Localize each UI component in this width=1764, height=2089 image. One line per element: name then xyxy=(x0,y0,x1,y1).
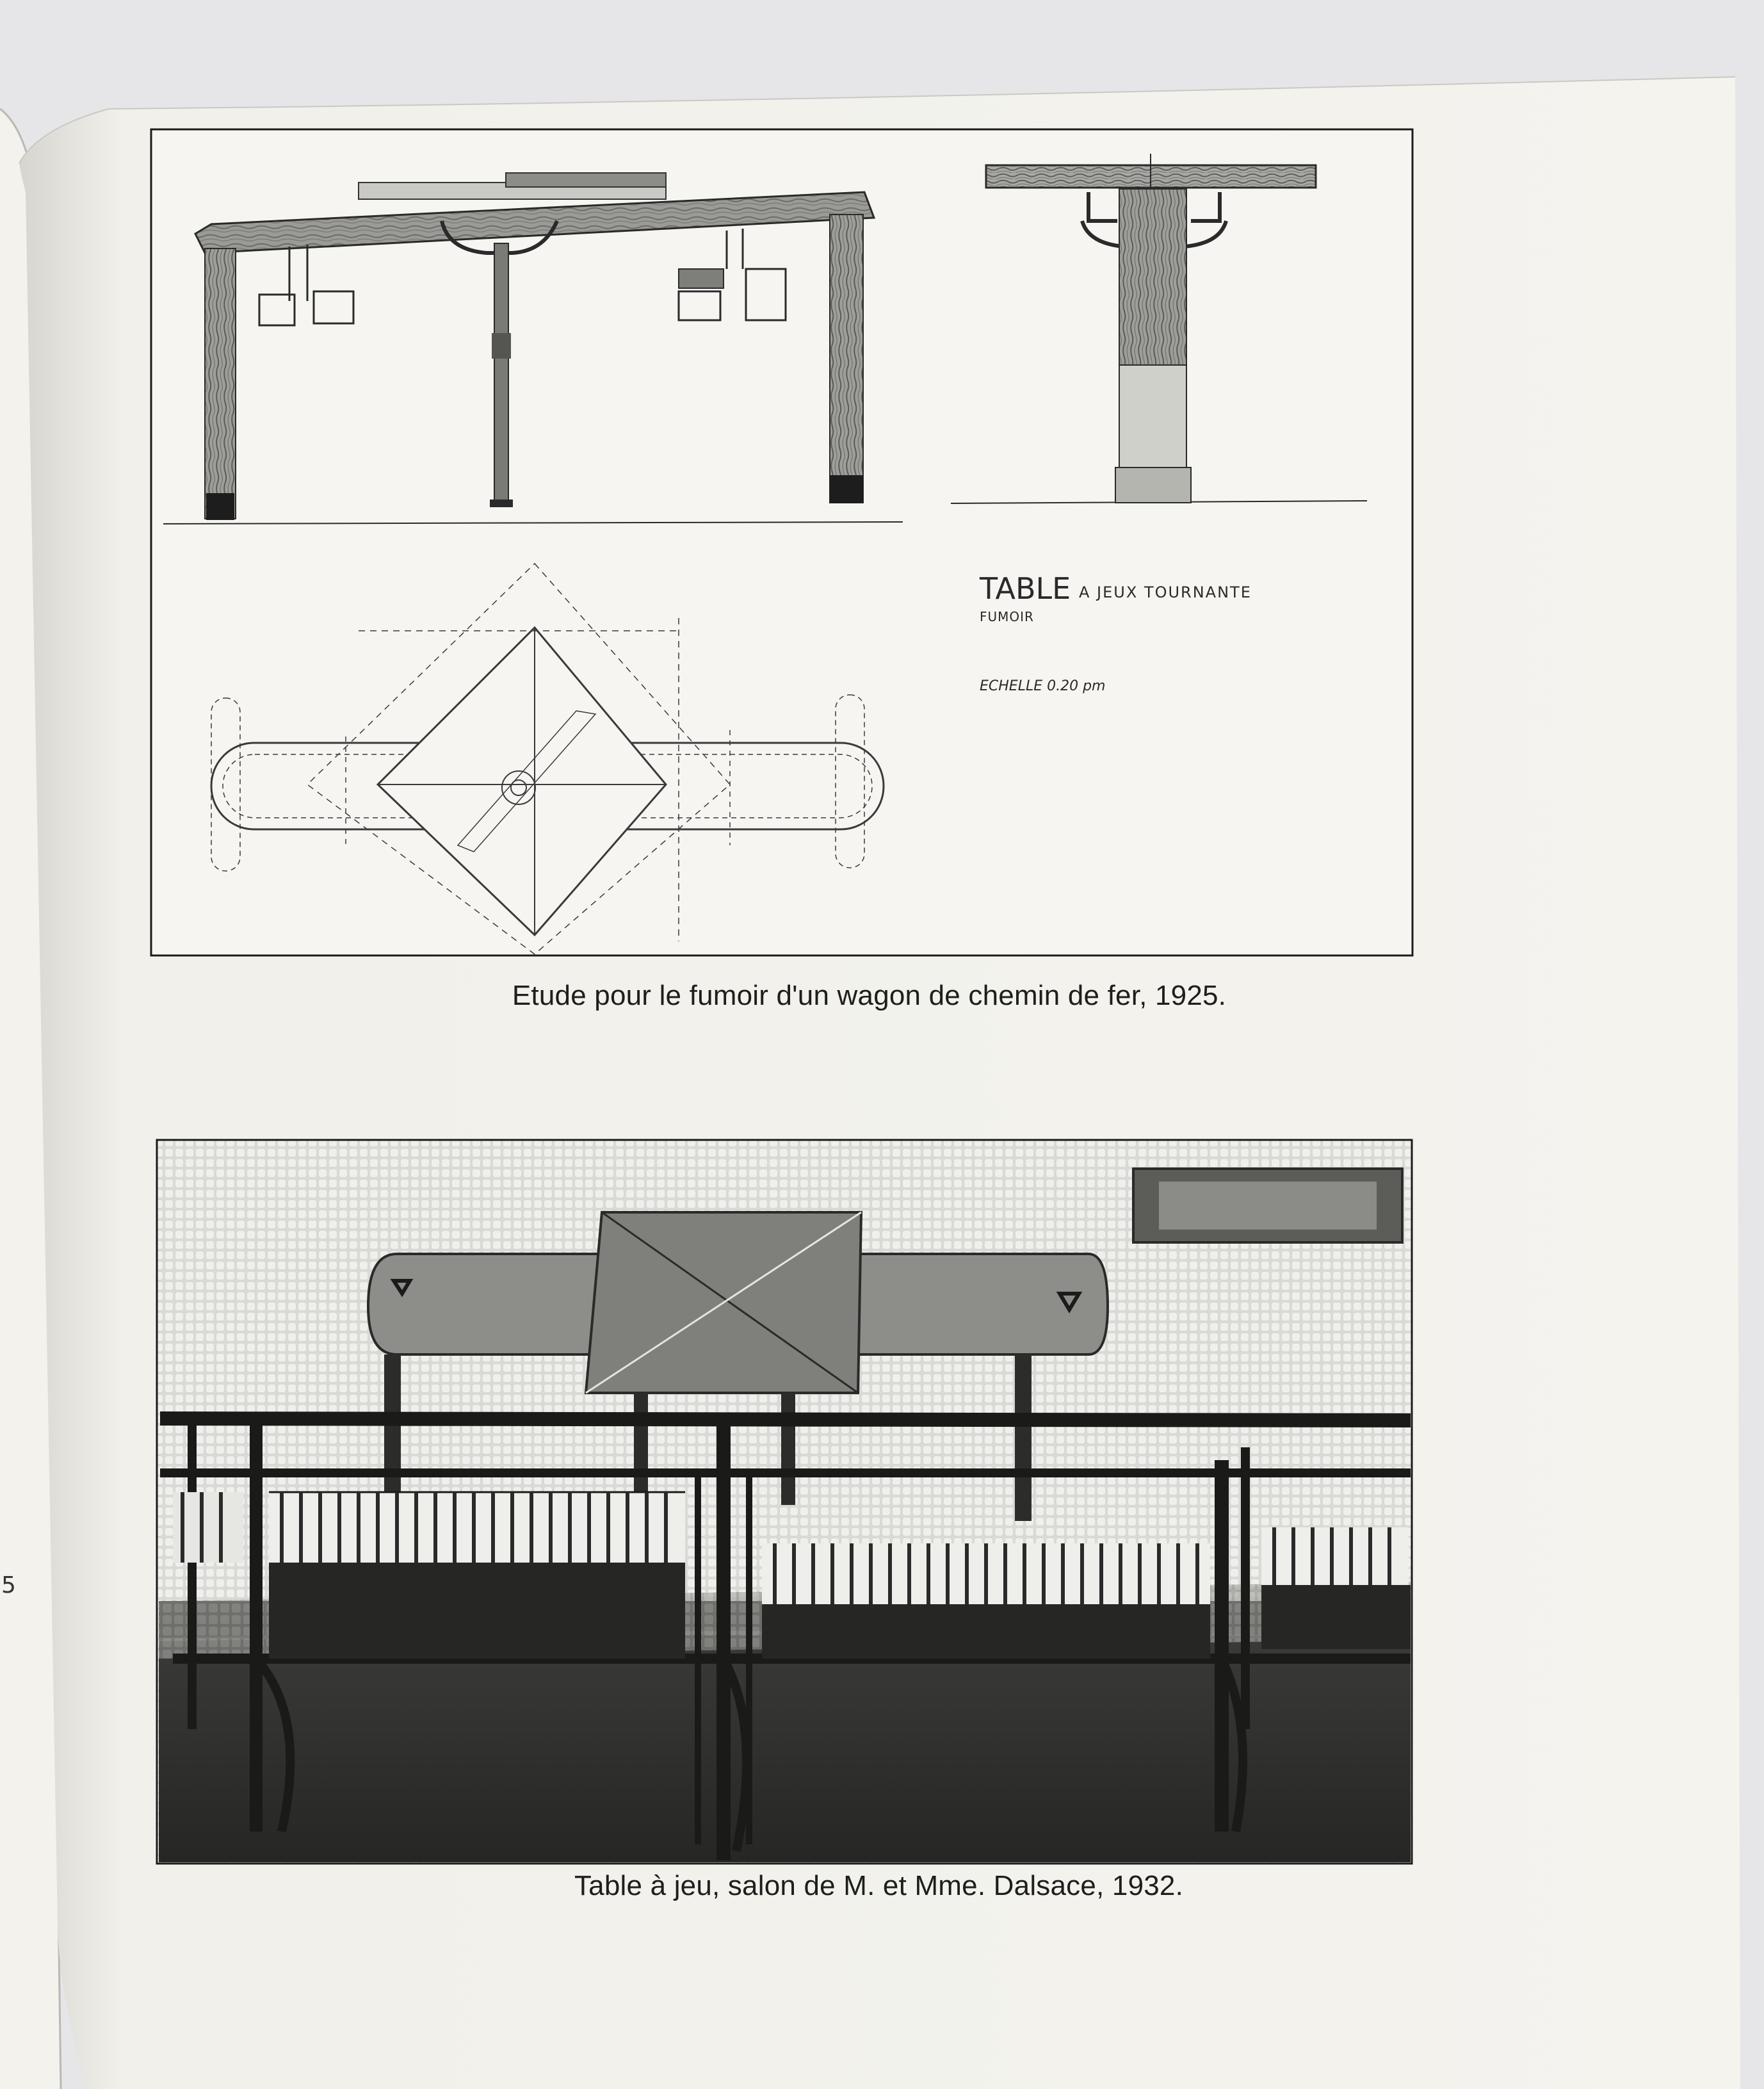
drawing-title-rest: A JEUX TOURNANTE xyxy=(1079,583,1252,601)
figure-drawing xyxy=(151,129,1412,955)
figure-photo xyxy=(157,1140,1412,1864)
books-row-right xyxy=(1261,1527,1411,1649)
caption-drawing: Etude pour le fumoir d'un wagon de chemin de fer, 1925. xyxy=(512,980,1227,1011)
left-page-edge-mark: 5 xyxy=(1,1572,16,1598)
books-row-left xyxy=(269,1492,685,1659)
books-row-far-left xyxy=(173,1492,243,1563)
drawing-scale: ECHELLE 0.20 pm xyxy=(980,678,1106,694)
caption-photo: Table à jeu, salon de M. et Mme. Dalsace, 1932. xyxy=(574,1870,1184,1901)
drawing-frame xyxy=(151,129,1412,955)
books-row-middle xyxy=(762,1543,1210,1659)
drawing-subtitle: FUMOIR xyxy=(980,609,1034,624)
drawing-title-big: TABLE xyxy=(980,571,1071,606)
